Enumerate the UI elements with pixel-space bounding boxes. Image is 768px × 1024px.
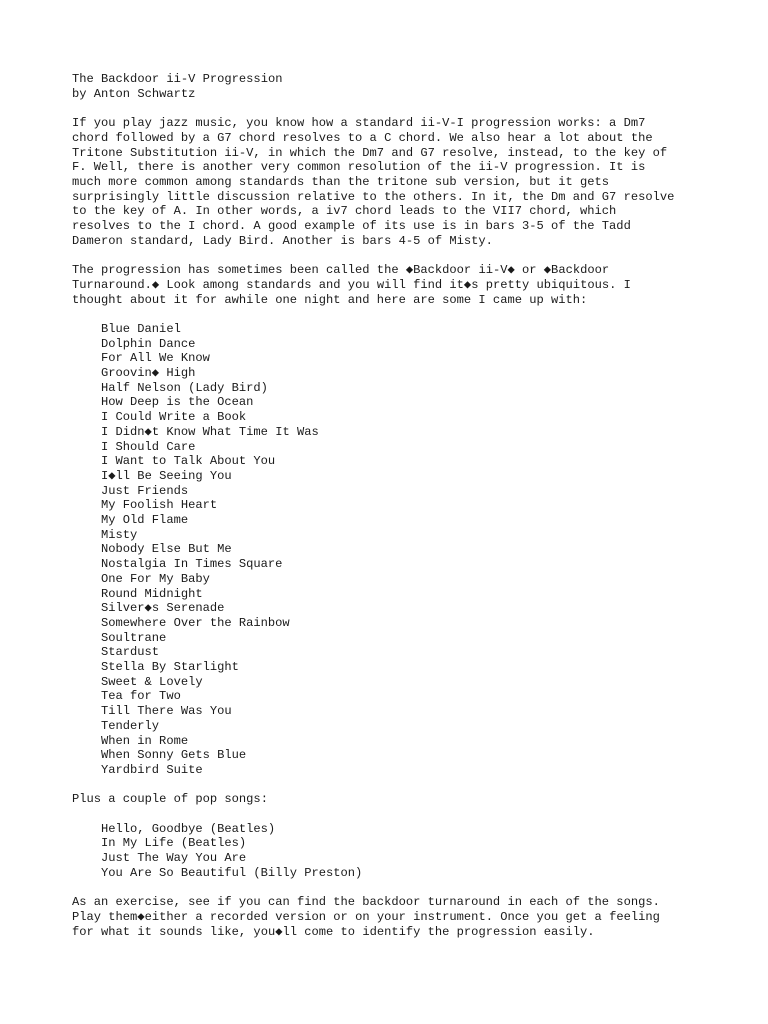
text-line: Turnaround.◆ Look among standards and you will find it◆s pretty ubiquitous. I	[72, 277, 631, 292]
list-item: Till There Was You	[101, 704, 232, 719]
list-item: Tea for Two	[101, 689, 181, 704]
list-item: How Deep is the Ocean	[101, 395, 254, 410]
list-item: One For My Baby	[101, 571, 210, 586]
text-line: Tritone Substitution ii-V, in which the Dm7 and G7 resolve, instead, to the key of	[72, 145, 668, 160]
exercise-paragraph	[72, 895, 712, 939]
list-item: Yardbird Suite	[101, 763, 203, 777]
list-item: For All We Know	[101, 351, 210, 366]
text-line: As an exercise, see if you can find the backdoor turnaround in each of the songs.	[72, 895, 660, 910]
pop-intro: Plus a couple of pop songs:	[72, 792, 268, 807]
list-item: When in Rome	[101, 733, 189, 748]
spacer	[72, 778, 712, 793]
text-line: much more common among standards than the tritone sub version, but it gets	[72, 174, 610, 189]
intro-paragraph	[72, 116, 712, 248]
list-item: In My Life (Beatles)	[101, 836, 247, 851]
text-line: resolves to the I chord. A good example of its use is in bars 3-5 of the Tadd	[72, 219, 631, 234]
spacer	[72, 881, 712, 896]
list-item: Round Midnight	[101, 586, 203, 601]
list-item: Tenderly	[101, 718, 160, 733]
list-item: Groovin◆ High	[101, 366, 196, 381]
progression-paragraph	[72, 263, 712, 307]
list-item: When Sonny Gets Blue	[101, 748, 247, 763]
list-item: Half Nelson (Lady Bird)	[101, 380, 268, 395]
list-item: Silver◆s Serenade	[101, 601, 225, 616]
text-line: F. Well, there is another very common resolution of the ii-V progression. It is	[72, 160, 646, 175]
list-item: My Old Flame	[101, 513, 189, 528]
text-line: surprisingly little discussion relative to the others. In it, the Dm and G7 resolve	[72, 189, 675, 204]
standards-list	[72, 322, 712, 778]
list-item: I Could Write a Book	[101, 410, 247, 425]
spacer	[72, 101, 712, 116]
text-line: If you play jazz music, you know how a standard ii-V-I progression works: a Dm7	[72, 116, 646, 131]
list-item: Soultrane	[101, 630, 167, 645]
spacer	[72, 807, 712, 822]
text-line: for what it sounds like, you◆ll come to identify the progression easily.	[72, 924, 595, 939]
list-item: I Didn◆t Know What Time It Was	[101, 424, 319, 439]
list-item: Nostalgia In Times Square	[101, 557, 283, 572]
text-line: thought about it for awhile one night and here are some I came up with:	[72, 292, 588, 307]
text-line: to the key of A. In other words, a iv7 chord leads to the VII7 chord, which	[72, 204, 617, 219]
list-item: Dolphin Dance	[101, 336, 196, 351]
pop-songs-list	[72, 822, 712, 881]
document-author: by Anton Schwartz	[72, 86, 196, 101]
list-item: Sweet & Lovely	[101, 674, 203, 689]
list-item: Blue Daniel	[101, 321, 181, 336]
list-item: I◆ll Be Seeing You	[101, 468, 232, 483]
list-item: Stella By Starlight	[101, 660, 239, 675]
list-item: Stardust	[101, 645, 160, 660]
spacer	[72, 248, 712, 263]
text-line: The progression has sometimes been called the ◆Backdoor ii-V◆ or ◆Backdoor	[72, 263, 610, 278]
text-line: Dameron standard, Lady Bird. Another is bars 4-5 of Misty.	[72, 233, 493, 248]
text-line: chord followed by a G7 chord resolves to a C chord. We also hear a lot about the	[72, 130, 653, 145]
list-item: Nobody Else But Me	[101, 542, 232, 557]
list-item: You Are So Beautiful (Billy Preston)	[101, 865, 363, 880]
list-item: Misty	[101, 527, 138, 542]
document-page	[72, 72, 712, 939]
list-item: Just Friends	[101, 483, 189, 498]
list-item: My Foolish Heart	[101, 498, 218, 513]
spacer	[72, 307, 712, 322]
list-item: Just The Way You Are	[101, 851, 247, 866]
list-item: I Want to Talk About You	[101, 454, 276, 469]
document-title: The Backdoor ii-V Progression	[72, 72, 283, 86]
list-item: Somewhere Over the Rainbow	[101, 615, 290, 630]
list-item: I Should Care	[101, 439, 196, 454]
list-item: Hello, Goodbye (Beatles)	[101, 821, 276, 836]
text-line: Play them◆either a recorded version or on your instrument. Once you get a feeling	[72, 909, 660, 924]
